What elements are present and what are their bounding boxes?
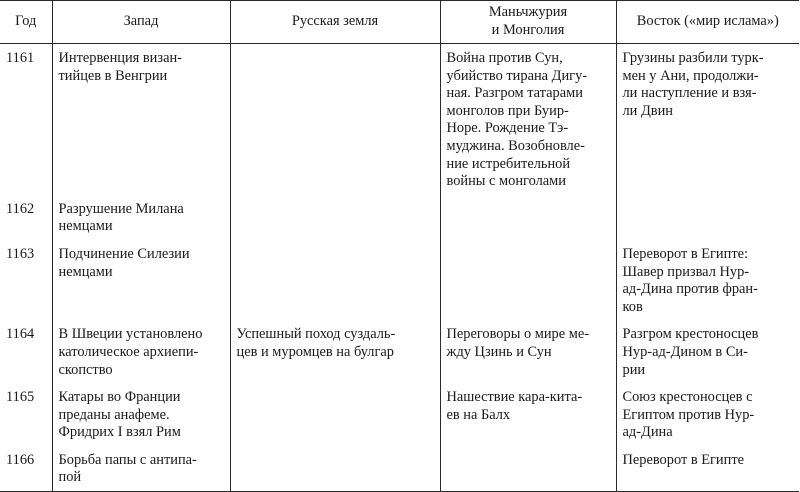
table-body [0, 44, 799, 492]
west-text-line: немцами [58, 263, 113, 280]
header-manchuria [440, 1, 616, 44]
header-manchuria-line2: и Монголия [491, 22, 565, 38]
east-cell [616, 195, 799, 240]
table-row [0, 446, 799, 492]
russia-text-line: цев и муромцев на булгар [236, 343, 394, 360]
west-cell [52, 320, 230, 383]
west-text-line: пой [58, 469, 82, 486]
year-cell: 1162 [0, 195, 52, 240]
header-russia: Русская земля [230, 1, 440, 44]
header-year: Год [0, 1, 52, 44]
east-text-line: Союз крестоносцев с [622, 389, 753, 406]
east-text-line: Переворот в Египте: [622, 245, 749, 262]
east-text-line: Грузины разбили турк- [622, 50, 764, 66]
manchuria-text-line: жду Цзинь и Сун [446, 343, 552, 360]
east-text-line: ли наступление и взя- [622, 85, 757, 102]
west-text-line: Катары во Франции [58, 389, 181, 406]
east-text-line: ли Двин [622, 102, 673, 119]
east-cell [616, 383, 799, 446]
year-cell: 1166 [0, 446, 52, 492]
table-row [0, 44, 799, 195]
table-row [0, 240, 799, 320]
west-cell [52, 44, 230, 195]
table-row [0, 383, 799, 446]
russia-text-line: Успешный поход суздаль- [236, 326, 396, 343]
west-text-line: Борьба папы с антипа- [58, 451, 197, 468]
manchuria-cell [440, 240, 616, 320]
east-cell [616, 446, 799, 492]
west-text-line: преданы анафеме. [58, 406, 170, 423]
year-cell: 1163 [0, 240, 52, 320]
east-text-line: Шавер призвал Нур- [622, 263, 750, 280]
manchuria-cell [440, 446, 616, 492]
west-text-line: немцами [58, 218, 113, 235]
west-text-line: скопство [58, 361, 113, 378]
russia-cell [230, 320, 440, 383]
west-cell [52, 240, 230, 320]
manchuria-text-line: убийство тирана Дигу- [446, 67, 588, 84]
header-west: Запад [52, 1, 230, 44]
year-cell: 1161 [0, 44, 52, 195]
russia-cell [230, 446, 440, 492]
header-east: Восток («мир ислама») [616, 1, 799, 44]
west-text-line: В Швеции установлено [58, 326, 203, 343]
header-row [0, 1, 799, 44]
manchuria-cell [440, 44, 616, 195]
year-cell: 1165 [0, 383, 52, 446]
manchuria-text-line: Норе. Рождение Тэ- [446, 120, 569, 137]
manchuria-cell [440, 320, 616, 383]
east-text-line: Разгром крестоносцев [622, 326, 759, 343]
west-text-line: тийцев в Венгрии [58, 67, 168, 84]
manchuria-text-line: Переговоры о мире ме- [446, 326, 590, 343]
west-text-line: католическое архиепи- [58, 343, 199, 360]
year-cell: 1164 [0, 320, 52, 383]
east-text-line: ад-Дина против фран- [622, 281, 758, 298]
west-text-line: Интервенция визан- [58, 50, 182, 66]
east-text-line: Нур-ад-Дином в Си- [622, 343, 748, 360]
manchuria-text-line: войны с монголами [446, 173, 566, 190]
east-text-line: рии [622, 361, 646, 378]
east-cell [616, 320, 799, 383]
east-cell [616, 240, 799, 320]
manchuria-cell [440, 383, 616, 446]
east-text-line: мен у Ани, продолжи- [622, 67, 759, 84]
east-text-line: Египтом против Нур- [622, 406, 755, 423]
manchuria-text-line: монголов при Буир- [446, 102, 569, 119]
west-cell [52, 195, 230, 240]
west-cell [52, 446, 230, 492]
west-cell [52, 383, 230, 446]
header-manchuria-line1: Маньчжурия [488, 4, 568, 21]
table-row [0, 320, 799, 383]
east-text-line: ад-Дина [622, 424, 673, 441]
manchuria-text-line: Война против Сун, [446, 50, 563, 66]
east-text-line: ков [622, 298, 643, 315]
east-cell [616, 44, 799, 195]
manchuria-cell [440, 195, 616, 240]
east-text-line: Переворот в Египте [622, 451, 745, 468]
manchuria-text-line: Нашествие кара-кита- [446, 389, 583, 406]
manchuria-text-line: муджина. Возобновле- [446, 137, 585, 154]
west-text-line: Разрушение Милана [58, 200, 184, 217]
west-text-line: Подчинение Силезии [58, 245, 190, 262]
manchuria-text-line: ние истребительной [446, 155, 571, 172]
russia-cell [230, 44, 440, 195]
russia-cell [230, 383, 440, 446]
russia-cell [230, 195, 440, 240]
russia-cell [230, 240, 440, 320]
manchuria-text-line: ная. Разгром татарами [446, 85, 583, 102]
manchuria-text-line: ев на Балх [446, 406, 511, 423]
west-text-line: Фридрих I взял Рим [58, 424, 181, 441]
table-row [0, 195, 799, 240]
